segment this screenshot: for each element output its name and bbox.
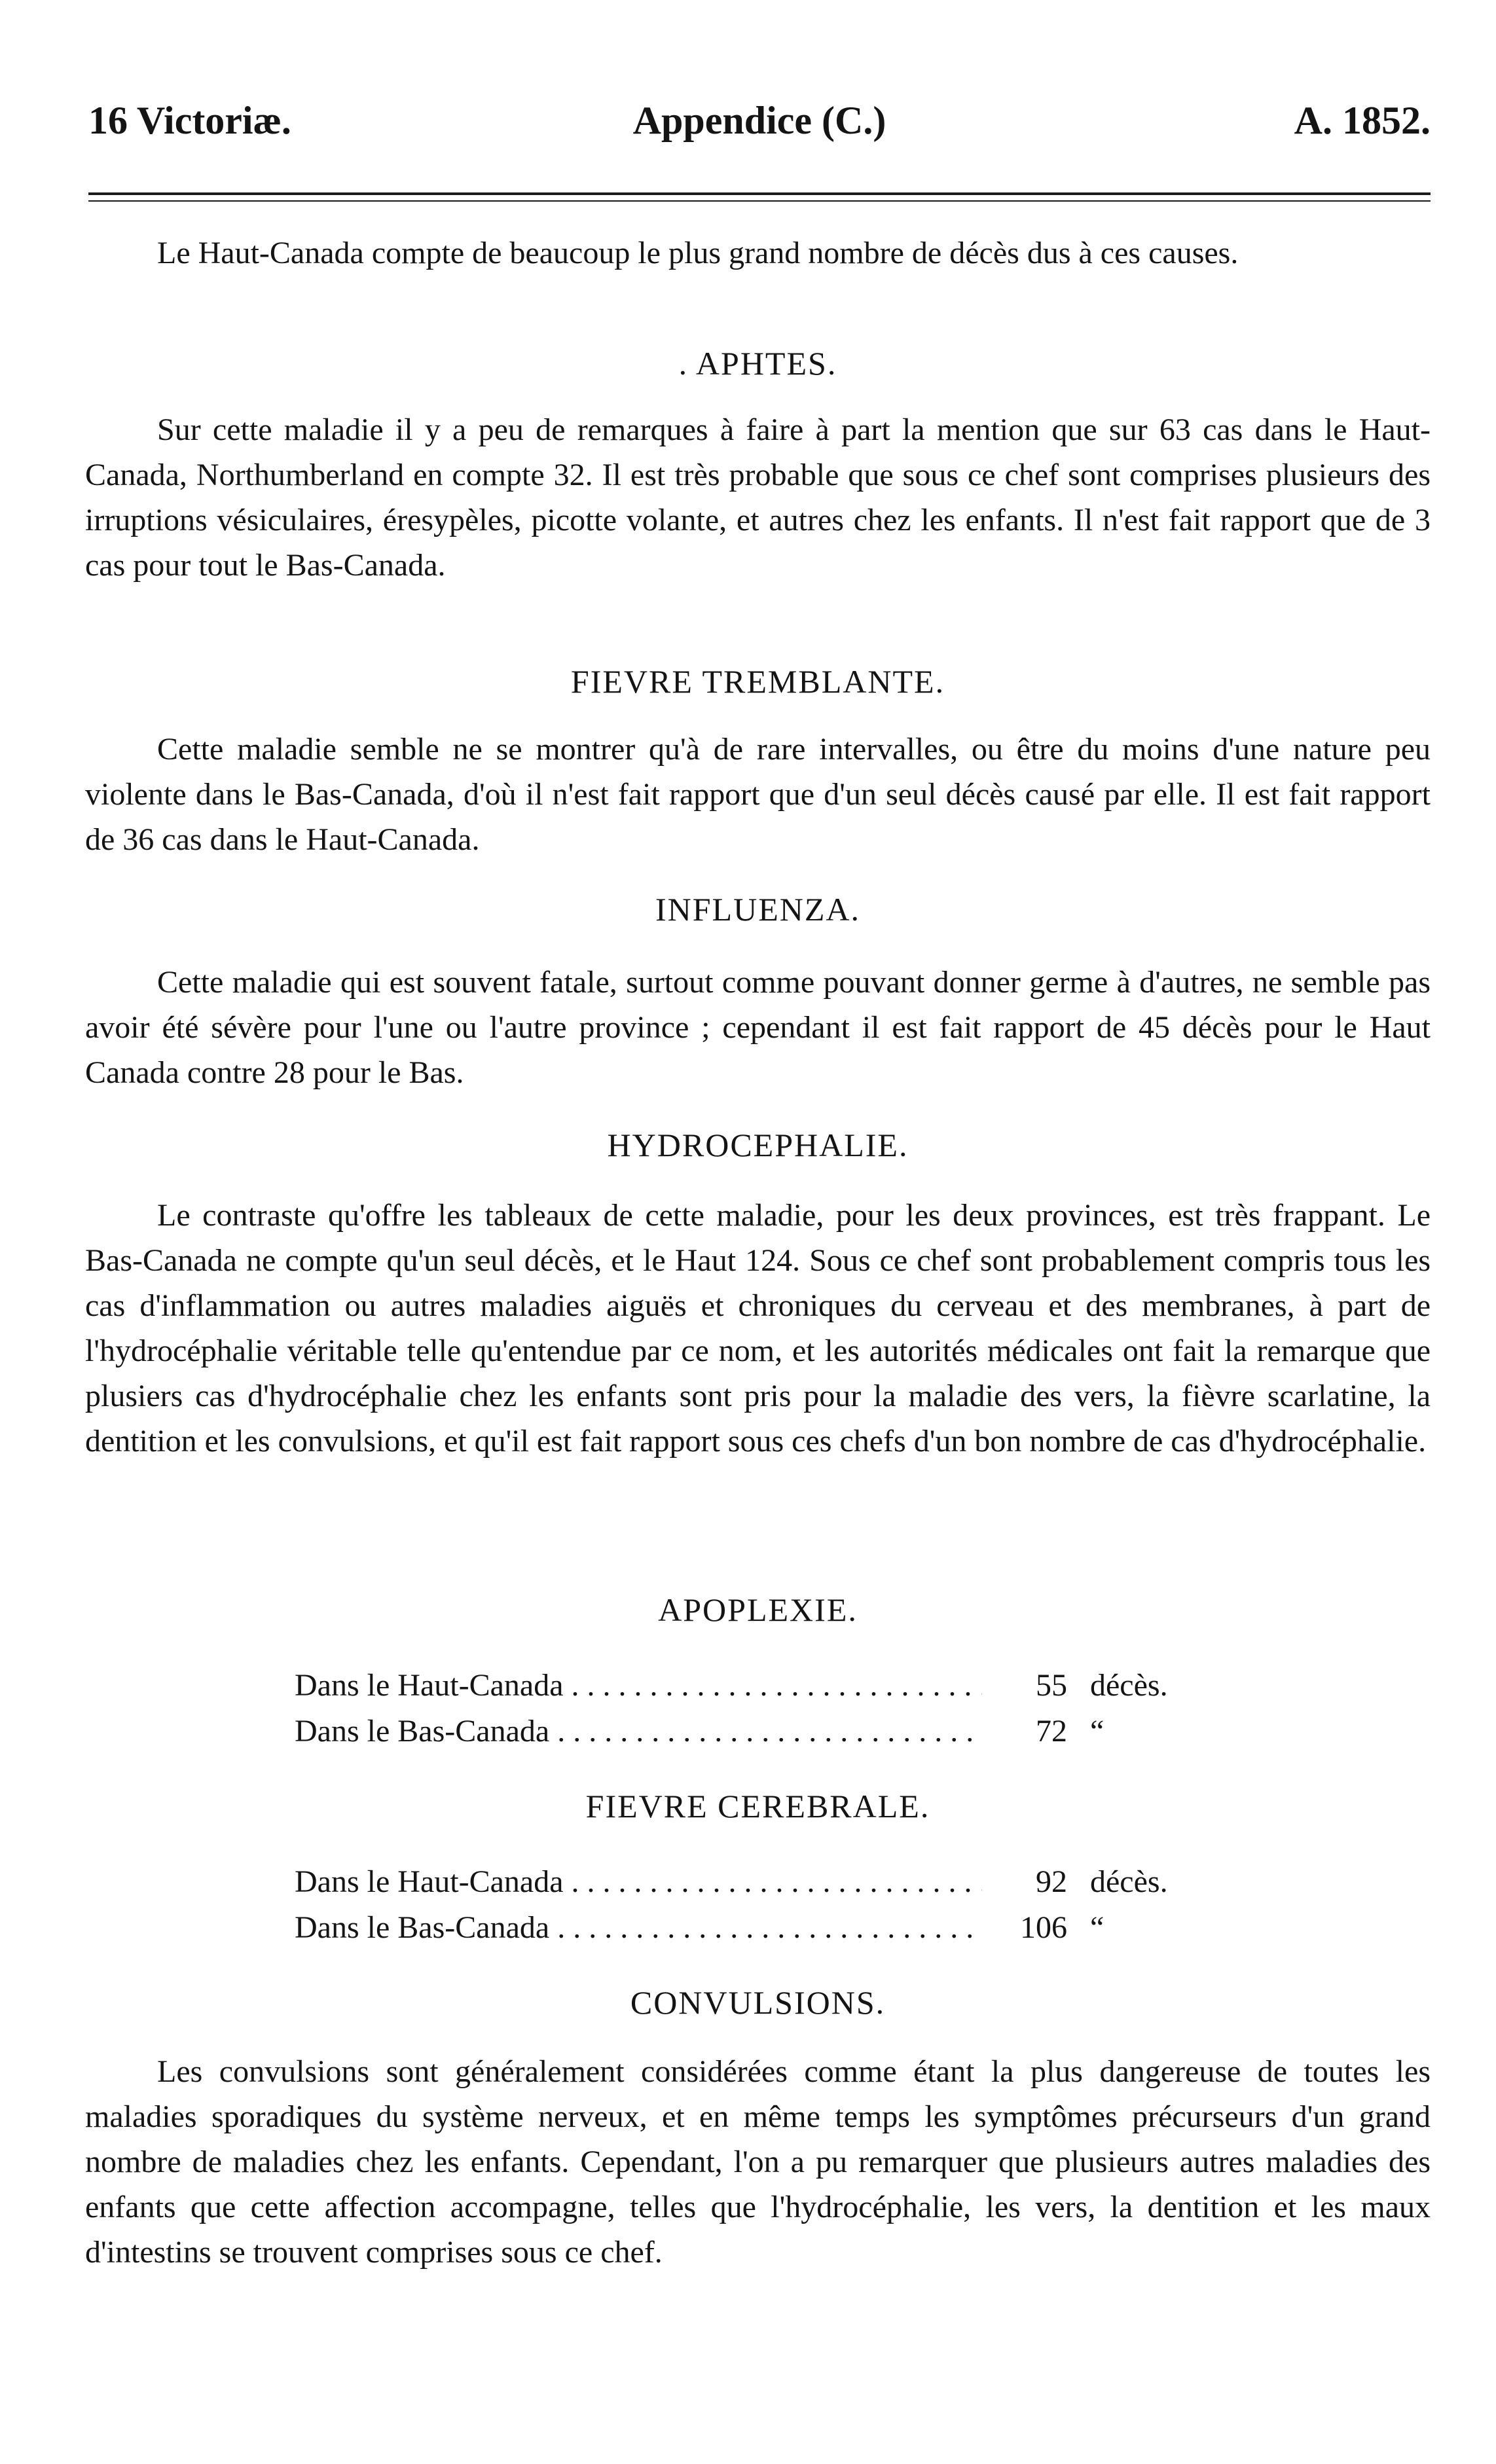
section-aphtes-body (85, 407, 1431, 588)
paragraph-hydrocephalie: Le contraste qu'offre les tableaux de cette maladie, pour les deux provinces, est très frappant. Le Bas-Canada ne compte qu'un seul décès, et le Haut 124. Sous ce chef sont probablement compris tous les cas d'inflammation ou autres maladies aiguës et chroniques du cerveau et des membranes, à part de l'hydrocéphalie véritable telle qu'entendue par ce nom, et les autorités médicales ont fait la remarque que plusiers cas d'hydrocéphalie chez les enfants sont pris pour la maladie des vers, la fièvre scarlatine, la dentition et les convulsions, et qu'il est fait rapport sous ces chefs d'un bon nombre de cas d'hydrocéphalie. (85, 1198, 1431, 1458)
paragraph-aphtes: Sur cette maladie il y a peu de remarques à faire à part la mention que sur 63 cas dans le Haut-Canada, Northumberland en compte 32. Il est très probable que sous ce chef sont comprises plusieurs des irruptions vésiculaires, éresypèles, picotte volante, et autres chez les enfants. Il n'est fait rapport que de 3 cas pour tout le Bas-Canada. (85, 412, 1431, 583)
header-rule (88, 192, 1431, 195)
intro-block (85, 230, 1431, 276)
section-fievre-tremblante-body (85, 727, 1431, 862)
header-session: 16 Victoriæ. (88, 99, 291, 142)
heading-convulsions: CONVULSIONS. (630, 1984, 886, 2021)
fievre-cerebrale-table (295, 1859, 1211, 1951)
section-fievre-tremblante (85, 662, 1431, 700)
table-row (295, 1859, 1211, 1905)
table-row (295, 1663, 1211, 1709)
heading-aphtes: . APHTES. (678, 345, 837, 382)
heading-fievre-tremblante: FIEVRE TREMBLANTE. (570, 663, 945, 700)
section-convulsions (85, 1984, 1431, 2021)
page-header (88, 98, 1431, 157)
heading-influenza: INFLUENZA. (655, 891, 861, 928)
paragraph-influenza: Cette maladie qui est souvent fatale, surtout comme pouvant donner germe à d'autres, ne semble pas avoir été sévère pour l'une ou l'autre province ; cependant il est fait rapport de 45 décès pour le Haut Canada contre 28 pour le Bas. (85, 965, 1431, 1090)
row-unit: “ (1090, 1910, 1104, 1945)
header-appendix: Appendice (C.) (632, 99, 886, 142)
paragraph-fievre-tremblante: Cette maladie semble ne se montrer qu'à de rare intervalles, ou être du moins d'une nature peu violente dans le Bas-Canada, d'où il n'est fait rapport que d'un seul décès causé par elle. Il est fait rapport de 36 cas dans le Haut-Canada. (85, 732, 1431, 857)
table-row (295, 1905, 1211, 1951)
paragraph-convulsions: Les convulsions sont généralement considérées comme étant la plus dangereuse de toutes les maladies sporadiques du système nerveux, et en même temps les symptômes précurseurs d'un grand nombre de maladies chez les enfants. Cependant, l'on a pu remarquer que plusieurs autres maladies des enfants que cette affection accompagne, telles que l'hydrocéphalie, les vers, la dentition et les maux d'intestins se trouvent comprises sous ce chef. (85, 2054, 1431, 2270)
section-apoplexie (85, 1591, 1431, 1629)
section-aphtes (85, 344, 1431, 382)
row-value: 55 (982, 1663, 1067, 1709)
table-row (295, 1709, 1211, 1754)
header-rule-thin (88, 200, 1431, 202)
heading-hydrocephalie: HYDROCEPHALIE. (607, 1127, 909, 1163)
row-label: Dans le Bas-Canada . . . (295, 1709, 982, 1754)
row-value: 92 (982, 1859, 1067, 1905)
intro-paragraph: Le Haut-Canada compte de beaucoup le plus grand nombre de décès dus à ces causes. (157, 236, 1239, 270)
row-value: 106 (982, 1905, 1067, 1951)
row-unit: décès. (1090, 1864, 1168, 1899)
row-label: Dans le Haut-Canada . . . (295, 1663, 982, 1709)
section-influenza (85, 890, 1431, 928)
heading-apoplexie: APOPLEXIE. (658, 1591, 858, 1628)
row-unit: “ (1090, 1714, 1104, 1748)
section-hydrocephalie-body (85, 1193, 1431, 1464)
row-value: 72 (982, 1709, 1067, 1754)
row-label: Dans le Bas-Canada . . . (295, 1905, 982, 1951)
row-unit: décès. (1090, 1668, 1168, 1703)
section-fievre-cerebrale (85, 1787, 1431, 1825)
section-convulsions-body (85, 2049, 1431, 2275)
header-year: A. 1852. (1294, 99, 1431, 142)
heading-fievre-cerebrale: FIEVRE CEREBRALE. (585, 1788, 930, 1824)
row-label: Dans le Haut-Canada . . . (295, 1859, 982, 1905)
section-hydrocephalie (85, 1126, 1431, 1164)
apoplexie-table (295, 1663, 1211, 1754)
section-influenza-body (85, 960, 1431, 1095)
